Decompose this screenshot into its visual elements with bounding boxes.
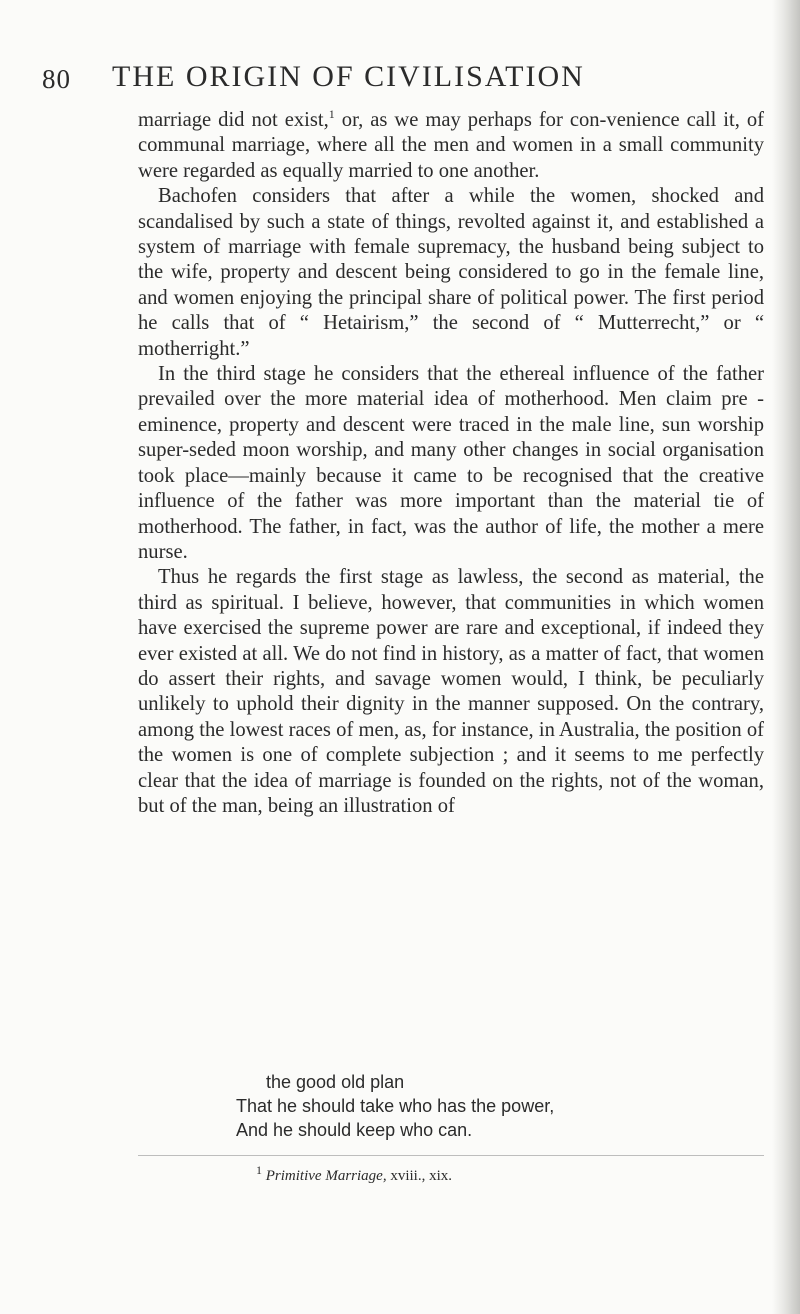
running-title: THE ORIGIN OF CIVILISATION	[112, 60, 585, 93]
paragraph-1	[138, 108, 764, 184]
paragraph-3: In the third stage he considers that the ethereal influence of the father prevailed over the more material idea of motherhood. Men claim pre - eminence, property and descent were traced in the male line, sun worship super-seded moon worship, and many other changes in social organisation took place—mainly because it came to be recognised that the creative influence of the father was more important than the material tie of motherhood. The father, in fact, was the author of life, the mother a mere nurse.	[138, 363, 764, 563]
paragraph-2: Bachofen considers that after a while the women, shocked and scandalised by such a state of things, revolted against it, and established a system of marriage with female supremacy, the husband being subject to the wife, property and descent being considered to go in the female line, and women enjoying the principal share of political power. The first period he calls that of “ Hetairism,” the second of “ Mutterrecht,” or “ motherright.”	[138, 185, 764, 360]
verse-quotation	[236, 1070, 656, 1142]
footnote-number: 1	[256, 1163, 262, 1177]
page-header	[42, 60, 742, 100]
footnote-pages: xviii., xix.	[386, 1168, 452, 1184]
verse-line-3: And he should keep who can.	[236, 1120, 473, 1140]
paragraph-1-rest: or, as we may perhaps for con-venience call it, of communal marriage, where all the men and women in a small community were regarded as equally married to one another.	[138, 109, 764, 182]
page-number: 80	[42, 64, 71, 94]
body-text	[138, 108, 764, 819]
footnote-reference: 1	[328, 107, 335, 122]
footnote	[256, 1163, 716, 1186]
verse-line-2: That he should take who has the power,	[236, 1096, 555, 1116]
paragraph-4: Thus he regards the first stage as lawless, the second as material, the third as spiritual. I believe, however, that communities in which women have exercised the supreme power are rare and exceptional, if indeed they ever existed at all. We do not find in history, as a matter of fact, that women do assert their rights, and savage women would, I think, be peculiarly unlikely to uphold their dignity in the manner supposed. On the contrary, among the lowest races of men, as, for instance, in Australia, the position of the women is one of complete subjection ; and it seems to me perfectly clear that the idea of marriage is founded on the rights, not of the woman, but of the man, being an illustration of	[138, 566, 764, 817]
footnote-title: Primitive Marriage,	[265, 1168, 387, 1184]
paragraph-1-start: marriage did not exist,	[138, 109, 329, 131]
footnote-divider	[138, 1155, 764, 1156]
scan-edge-shadow	[772, 0, 800, 1314]
verse-line-1: the good old plan	[266, 1072, 405, 1092]
